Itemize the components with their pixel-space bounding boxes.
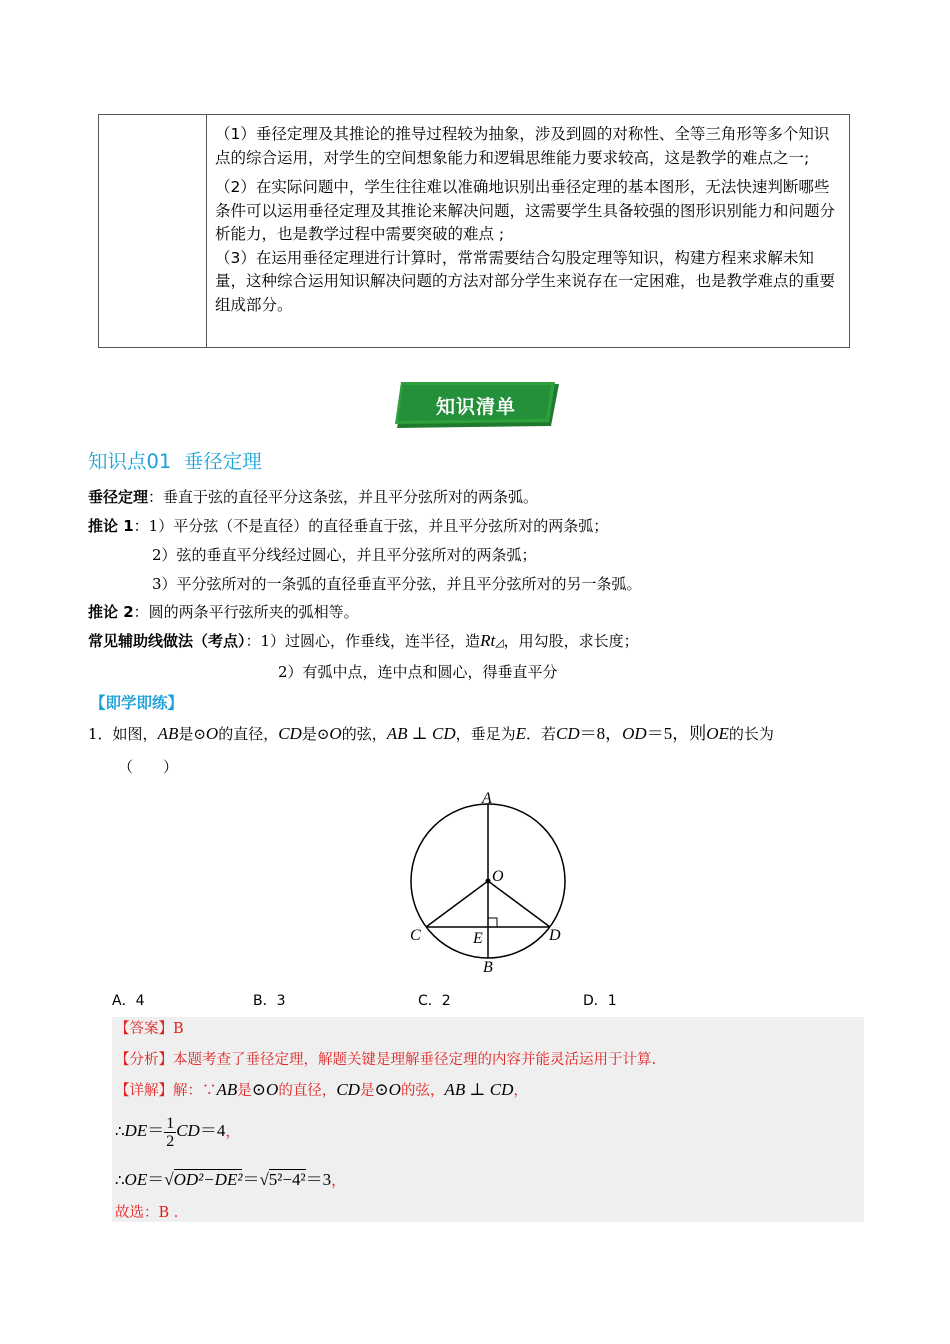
circle-figure bbox=[400, 785, 580, 980]
detail-t3: 的弦， bbox=[400, 1083, 445, 1099]
corollary2-text: ：圆的两条平行弦所夹的弧相等。 bbox=[133, 603, 359, 621]
q-oe: OE bbox=[706, 724, 729, 743]
detail-perp: AB ⊥ CD bbox=[444, 1080, 514, 1099]
conclusion: 故选：B ． bbox=[115, 1205, 189, 1221]
detail-line bbox=[115, 1080, 528, 1101]
step1-de: DE bbox=[124, 1121, 148, 1140]
knowledge-point-label: 知识点01 bbox=[88, 450, 172, 473]
therefore-icon-1: ∴ bbox=[115, 1122, 125, 1140]
theorem-text: ：垂直于弦的直径平分这条弦，并且平分弦所对的两条弧。 bbox=[148, 488, 539, 506]
knowledge-point-title bbox=[88, 446, 262, 474]
q-ab: AB bbox=[157, 724, 179, 743]
q-perp: AB ⊥ CD bbox=[386, 724, 456, 743]
q-od5: OD bbox=[622, 724, 647, 743]
banner-title: 知识清单 bbox=[435, 396, 516, 418]
difficulty-point-1: （1）垂径定理及其推论的推导过程较为抽象，涉及到圆的对称性、全等三角形等多个知识点的综合运用，对学生的空间想象能力和逻辑思维能力要求较高，这是教学的难点之一; bbox=[215, 125, 830, 167]
q-text-2b: 是⊙ bbox=[301, 725, 330, 743]
step1-line bbox=[115, 1113, 240, 1150]
step2-line bbox=[115, 1168, 346, 1192]
step2-eq2: ＝ bbox=[242, 1170, 260, 1189]
q-text-1: 如图， bbox=[112, 725, 158, 743]
step1-cd: CD bbox=[176, 1121, 200, 1140]
corollary1-line1 bbox=[88, 516, 608, 536]
corollary1-label: 推论 1 bbox=[88, 517, 134, 535]
corollary2-line bbox=[88, 602, 359, 622]
label-e: E bbox=[473, 930, 483, 947]
knowledge-point-name: 垂径定理 bbox=[183, 450, 262, 473]
detail-t1: 是 bbox=[237, 1083, 252, 1099]
q-text-3: 的直径， bbox=[218, 725, 279, 743]
step1-end: ， bbox=[225, 1122, 241, 1140]
corollary1-item1: ：1）平分弦（不是直径）的直径垂直于弦，并且平分弦所对的两条弧； bbox=[133, 517, 609, 535]
detail-ab: AB bbox=[216, 1080, 238, 1099]
difficulty-point-3: （3）在运用垂径定理进行计算时，常常需要结合勾股定理等知识，构建方程来求解未知量，这种综合运用知识解决问题的方法对部分学生来说存在一定困难，也是教学难点的重要组成部分。 bbox=[215, 248, 836, 314]
radius-oc bbox=[426, 881, 488, 927]
q-cd: CD bbox=[278, 724, 302, 743]
q-e: E bbox=[515, 724, 526, 743]
option-c[interactable]: C．2 bbox=[418, 993, 451, 1009]
step2-val: ＝3 bbox=[305, 1170, 332, 1189]
step2-expr2: 5²−4² bbox=[268, 1170, 306, 1189]
step2-eq: ＝ bbox=[147, 1170, 165, 1189]
q-text-2: 是⊙ bbox=[178, 725, 206, 743]
table-cell-content bbox=[215, 123, 839, 317]
aux-text-b: ，用勾股，求长度； bbox=[503, 632, 639, 650]
difficulty-table bbox=[98, 114, 850, 348]
aux-rt: Rt bbox=[480, 631, 496, 650]
detail-odot1: ⊙O bbox=[251, 1080, 279, 1099]
label-c: C bbox=[410, 927, 421, 944]
fraction-den: 2 bbox=[166, 1132, 175, 1150]
q-o: O bbox=[205, 724, 219, 743]
corollary1-item3: 3）平分弦所对的一条弧的直径垂直平分弦，并且平分弦所对的另一条弧。 bbox=[152, 575, 642, 593]
difficulty-point-2: （2）在实际问题中，学生往往难以准确地识别出垂径定理的基本图形，无法快速判断哪些条件可以运用垂径定理及其推论来解决问题，这需要学生具备较强的图形识别能力和问题分析能力，也是教学过程中需要突破的难点 ; bbox=[215, 178, 836, 243]
q-eq5: ＝5，则 bbox=[646, 724, 707, 743]
q-text-6: ．若 bbox=[526, 725, 557, 743]
corollary2-label: 推论 2 bbox=[88, 603, 134, 621]
question-number: 1． bbox=[88, 725, 113, 743]
question-paren: （ ） bbox=[118, 758, 179, 776]
answer-label: 【答案】B bbox=[115, 1021, 184, 1037]
theorem-line bbox=[88, 487, 538, 507]
aux-line1 bbox=[88, 631, 639, 653]
label-d: D bbox=[549, 927, 561, 944]
theorem-label: 垂径定理 bbox=[88, 488, 149, 506]
detail-comma: ， bbox=[513, 1083, 528, 1099]
aux-line2: 2）有弧中点，连中点和圆心，得垂直平分 bbox=[278, 663, 558, 681]
step1-eq: ＝ bbox=[147, 1121, 165, 1140]
label-o: O bbox=[492, 868, 504, 885]
table-divider bbox=[206, 115, 207, 347]
analysis-text: 【分析】本题考查了垂径定理，解题关键是理解垂径定理的内容并能灵活运用于计算. bbox=[115, 1052, 657, 1068]
step2-end: ， bbox=[331, 1171, 347, 1189]
q-eq8: ＝8， bbox=[579, 724, 623, 743]
step2-expr1: OD²−DE² bbox=[173, 1170, 243, 1189]
aux-label: 常见辅助线做法（考点） bbox=[88, 632, 246, 650]
center-point bbox=[486, 879, 491, 884]
detail-t1b: 是 bbox=[359, 1083, 375, 1099]
detail-label: 【详解】解：∵ bbox=[115, 1083, 217, 1099]
option-b[interactable]: B．3 bbox=[253, 993, 286, 1009]
sqrt-icon-1: √ bbox=[164, 1170, 174, 1189]
q-text-4: 的弦， bbox=[341, 725, 387, 743]
aux-text-a: ：1）过圆心，作垂线，连半径，造 bbox=[245, 632, 481, 650]
triangle-icon: ◿ bbox=[495, 636, 504, 649]
practice-section-title: 【即学即练】 bbox=[90, 694, 184, 712]
step2-oe: OE bbox=[124, 1170, 148, 1189]
corollary1-item2: 2）弦的垂直平分线经过圆心，并且平分弦所对的两条弧； bbox=[152, 546, 537, 564]
q-text-7: 的长为 bbox=[728, 725, 774, 743]
step1-val: ＝4 bbox=[199, 1121, 226, 1140]
fraction-half bbox=[164, 1115, 176, 1150]
right-angle-mark bbox=[488, 918, 497, 927]
detail-cd: CD bbox=[336, 1080, 360, 1099]
detail-t2: 的直径， bbox=[278, 1083, 337, 1099]
option-d[interactable]: D．1 bbox=[583, 993, 617, 1009]
question-stem bbox=[88, 722, 774, 746]
q-text-5: ，垂足为 bbox=[455, 725, 516, 743]
fraction-num: 1 bbox=[166, 1114, 175, 1132]
sqrt-icon-2: √ bbox=[259, 1170, 269, 1189]
option-a[interactable]: A．4 bbox=[112, 993, 145, 1009]
q-cd8: CD bbox=[556, 724, 580, 743]
therefore-icon-2: ∴ bbox=[115, 1171, 125, 1189]
label-a: A bbox=[482, 790, 492, 807]
q-o2: O bbox=[329, 724, 342, 743]
detail-odot2: ⊙O bbox=[374, 1080, 401, 1099]
label-b: B bbox=[483, 959, 493, 976]
